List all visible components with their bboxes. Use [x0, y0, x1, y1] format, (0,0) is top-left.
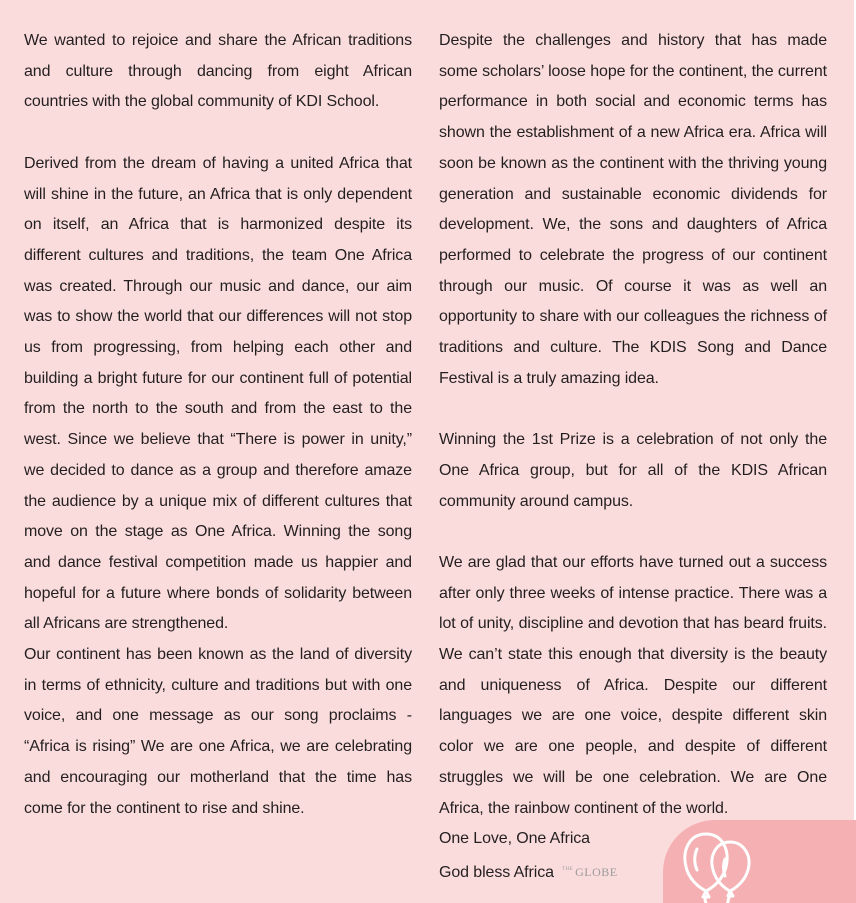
right-paragraph-3: We are glad that our efforts have turned out a success after only three weeks of intense practice. There was a lot of unity, discipline and devotion that has beard fruits. We can’t state this enough that diversity is the beauty and uniqueness of Africa. Despite our different languages we are one voice, despite different skin color we are one people, and despite of different struggles we will be one celebration. We are One Africa, the rainbow continent of the world.	[439, 553, 827, 817]
left-column	[24, 26, 412, 824]
paragraph-gap	[439, 394, 827, 425]
right-paragraph-2: Winning the 1st Prize is a celebration of not only the One Africa group, but for all of the KDIS African community around campus.	[439, 431, 827, 510]
signoff-line-1: One Love, One Africa	[439, 830, 590, 848]
corner-decoration	[663, 820, 856, 903]
globe-logo	[562, 855, 618, 888]
globe-logo-name: GLOBE	[575, 864, 618, 879]
globe-logo-the: THE	[561, 866, 574, 872]
right-paragraph-1: Despite the challenges and history that has made some scholars’ loose hope for the continent, the current performance in both social and economic terms has shown the establishment of a new Africa era. Africa will soon be known as the continent with the thriving young generation and sustainable economic dividends for development. We, the sons and daughters of Africa performed to celebrate the progress of our continent through our music. Of course it was as well an opportunity to share with our colleagues the richness of traditions and culture. The KDIS Song and Dance Festival is a truly amazing idea.	[439, 32, 827, 387]
paragraph-gap	[439, 517, 827, 548]
balloons-icon	[663, 820, 856, 903]
right-column	[439, 26, 827, 889]
left-paragraph-2: Derived from the dream of having a united Africa that will shine in the future, an Africa that is only dependent on itself, an Africa that is harmonized despite its different cultures and traditions, the team One Africa was created. Through our music and dance, our aim was to show the world that our differences will not stop us from progressing, from helping each other and building a bright future for our continent full of potential from the north to the south and from the east to the west. Since we believe that “There is power in unity,” we decided to dance as a group and therefore amaze the audience by a unique mix of different cultures that move on the stage as One Africa. Winning the song and dance festival competition made us happier and hopeful for a future where bonds of solidarity between all Africans are strengthened.	[24, 154, 412, 633]
left-paragraph-1: We wanted to rejoice and share the African traditions and culture through dancing from eight African countries with the global community of KDI School.	[24, 32, 412, 111]
signoff-text: God bless Africa	[439, 863, 554, 881]
paragraph-gap	[24, 118, 412, 149]
left-paragraph-3: Our continent has been known as the land of diversity in terms of ethnicity, culture and traditions but with one voice, and one message as our song proclaims - “Africa is rising” We are one Africa, we are celebrating and encouraging our motherland that the time has come for the continent to rise and shine.	[24, 646, 412, 817]
